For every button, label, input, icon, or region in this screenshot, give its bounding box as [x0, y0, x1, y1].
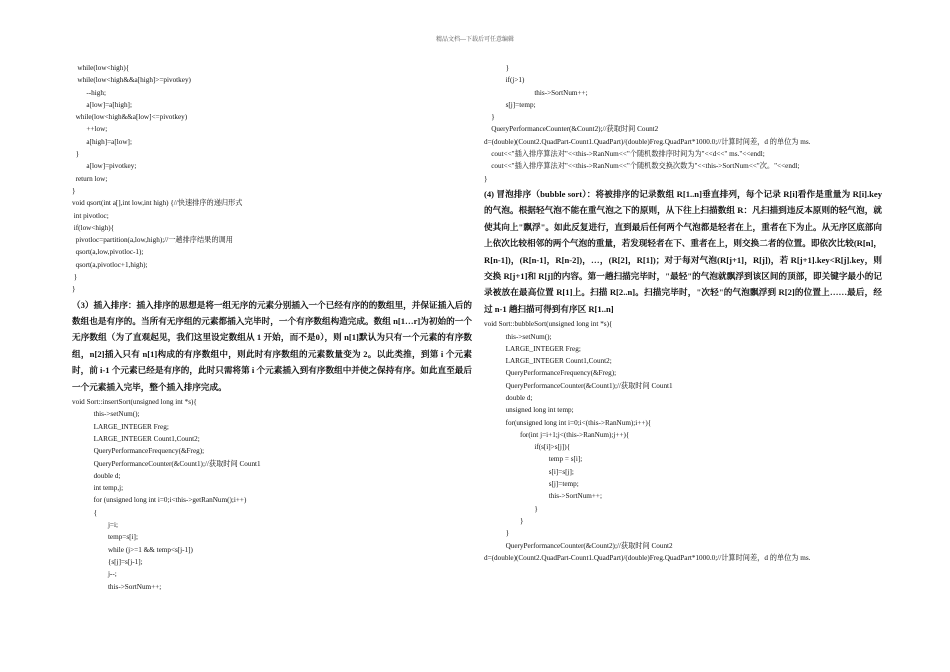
code-block: [484, 62, 882, 136]
code-block: [484, 148, 882, 185]
code-line: QueryPerformanceCounter(&Count2);//获取时间 Count2: [484, 541, 673, 550]
code-line: cout<<"插入排序算法对"<<this->RanNum<<"个随机数排序时间为为"<<d<<" ms."<<endl;: [484, 150, 765, 159]
code-line: a[high]=a[low];: [72, 137, 132, 146]
code-line: LARGE_INTEGER Count1,Count2;: [484, 357, 612, 366]
code-line: QueryPerformanceCounter(&Count1);//获取时间 Count1: [72, 459, 261, 468]
code-line: return low;: [72, 174, 108, 183]
code-line: this->SortNum++;: [484, 492, 602, 501]
page-header: 精品文档---下载后可任意编辑: [436, 37, 514, 43]
code-line: if(j>1): [484, 76, 525, 85]
code-line: ++low;: [72, 125, 108, 134]
code-line: this->setNum();: [72, 410, 140, 419]
code-line: d=(double)(Count2.QuadPart-Count1.QuadPart)/(double)Freg.QuadPart*1000.0;//计算时间差，d 的单位为 ms.: [484, 553, 811, 562]
code-line: j=i;: [72, 521, 118, 530]
code-line: QueryPerformanceFrequency(&Freg);: [484, 369, 617, 378]
code-line: temp=s[i];: [72, 533, 138, 542]
code-line: while (j>=1 && temp<s[j-1]): [72, 545, 193, 554]
code-line: }: [484, 516, 524, 525]
code-line: temp = s[i];: [484, 455, 583, 464]
code-line: LARGE_INTEGER Count1,Count2;: [72, 434, 200, 443]
code-line: }: [484, 64, 510, 72]
bubble-sort-paragraph: (4) 冒泡排序（bubble sort）：将被排序的记录数组 R[1..n]垂直排列，每个记录 R[i]看作是重量为 R[i].key 的气泡。根据轻气泡不能在重气泡之下的原则，从下往上扫描数组 R：凡扫描到违反本原则的轻气泡，就使其向上"飘浮"。如此反复进行，直到最后任何两个气泡都是轻者在上，重者在下为止。从无序区底部向上依次比较相邻的两个气泡的重量，若发现轻者在下、重者在上，则交换二者的位置。即依次比较(R[n]，R[n-1])，(R[n-1]，R[n-2])，…，(R[2]，R[1])；对于每对气泡(R[j+1]，R[j])，若 R[j+1].key<R[j].key，则交换 R[j+1]和 R[j]的内容。第一趟扫描完毕时，"最轻"的气泡就飘浮到该区间的顶部，即关键字最小的记录被放在最高位置 R[1]上。扫描 R[2..n]。扫描完毕时，"次轻"的气泡飘浮到 R[2]的位置上……最后，经过 n-1 趟扫描可得到有序区 R[1..n]: [484, 188, 882, 314]
code-line: s[i]=s[j];: [484, 467, 574, 476]
code-line: QueryPerformanceCounter(&Count1);//获取时间 Count1: [484, 381, 673, 390]
code-line: while(low<high&&a[low]<=pivotkey): [72, 113, 188, 122]
code-line: s[j]=temp;: [484, 480, 579, 489]
code-line: qsort(a,low,pivotloc-1);: [72, 248, 144, 257]
code-line: pivotloc=partition(a,low,high);//一趟排序结果的调用: [72, 236, 233, 245]
code-line: a[low]=pivotkey;: [72, 162, 137, 171]
code-line: while(low<high&&a[high]>=pivotkey): [72, 76, 191, 85]
code-line: for(unsigned long int i=0;i<(this->RanNum);i++){: [484, 418, 652, 427]
code-line: j--;: [72, 570, 117, 579]
code-line: cout<<"插入排序算法对"<<this->RanNum<<"个随机数交换次数为"<<this->SortNum<<"次。"<<endl;: [484, 162, 800, 171]
code-block: [72, 62, 472, 296]
code-line: QueryPerformanceCounter(&Count2);//获取时间 Count2: [484, 125, 659, 134]
right-column: [484, 62, 882, 564]
code-line: }: [484, 113, 495, 122]
code-line: unsigned long int temp;: [484, 406, 574, 415]
code-line: --high;: [72, 88, 106, 97]
code-line: }: [72, 285, 76, 294]
code-block: [72, 396, 472, 593]
code-line: }: [484, 529, 510, 538]
code-line: for (unsigned long int i=0;i<this->getRanNum();i++): [72, 496, 247, 505]
code-line: }: [72, 150, 80, 159]
code-line: LARGE_INTEGER Freg;: [72, 422, 169, 431]
code-line: LARGE_INTEGER Freg;: [484, 344, 581, 353]
code-line: }: [72, 186, 76, 195]
code-line: int temp,j;: [72, 484, 124, 493]
code-line: }: [484, 174, 488, 183]
code-line: void qsort(int a[],int low,int high) {//快速排序的递归形式: [72, 199, 243, 208]
code-block: [484, 318, 882, 552]
code-line: qsort(a,pivotloc+1,high);: [72, 260, 148, 269]
code-line: void Sort::bubbleSort(unsigned long int *s){: [484, 320, 613, 329]
code-line: int pivotloc;: [72, 211, 109, 220]
code-line: void Sort::insertSort(unsigned long int *s){: [72, 398, 197, 407]
code-line: this->SortNum++;: [484, 88, 588, 97]
code-line: this->setNum();: [484, 332, 552, 341]
code-line: {: [72, 508, 98, 517]
code-line: this->SortNum++;: [72, 582, 162, 591]
code-line: if(s[i]>s[j]){: [484, 443, 571, 452]
code-line: s[j]=temp;: [484, 100, 536, 109]
code-line: if(low<high){: [72, 223, 115, 232]
code-line: while(low<high){: [72, 64, 130, 72]
code-line: d=(double)(Count2.QuadPart-Count1.QuadPart)/(double)Freg.QuadPart*1000.0;//计算时间差，d 的单位为 ms.: [484, 137, 811, 146]
code-line: }: [484, 504, 538, 513]
code-line: double d;: [72, 471, 121, 480]
insertion-sort-paragraph: （3）插入排序：插入排序的思想是将一组无序的元素分别插入一个已经有序的的数组里，并保证插入后的数组也是有序的。当所有无序组的元素都插入完毕时，一个有序数组构造完成。数组 n[1…r]为初始的一个无序数组（为了直观起见，我们这里设定数组从 1 开始，而不是0），则 n[1]默认为只有一个元素的有序数组，n[2]插入只有 n[1]构成的有序数组中，则此时有序数组的元素数量变为 2。以此类推，到第 i 个元素时，前 i-1 个元素已经是有序的，此时只需将第 i 个元素插入到有序数组中并使之保持有序。如此直至最后一个元素插入完毕，整个插入排序完成。: [72, 299, 472, 392]
code-line: a[low]=a[high];: [72, 100, 132, 109]
code-line: QueryPerformanceFrequency(&Freg);: [72, 447, 205, 456]
code-line: double d;: [484, 394, 533, 402]
code-line: for(int j=i+1;j<(this->RanNum);j++){: [484, 430, 630, 439]
left-column: [72, 62, 472, 593]
code-line: {s[j]=s[j-1];: [72, 557, 143, 566]
code-line: }: [72, 273, 78, 282]
